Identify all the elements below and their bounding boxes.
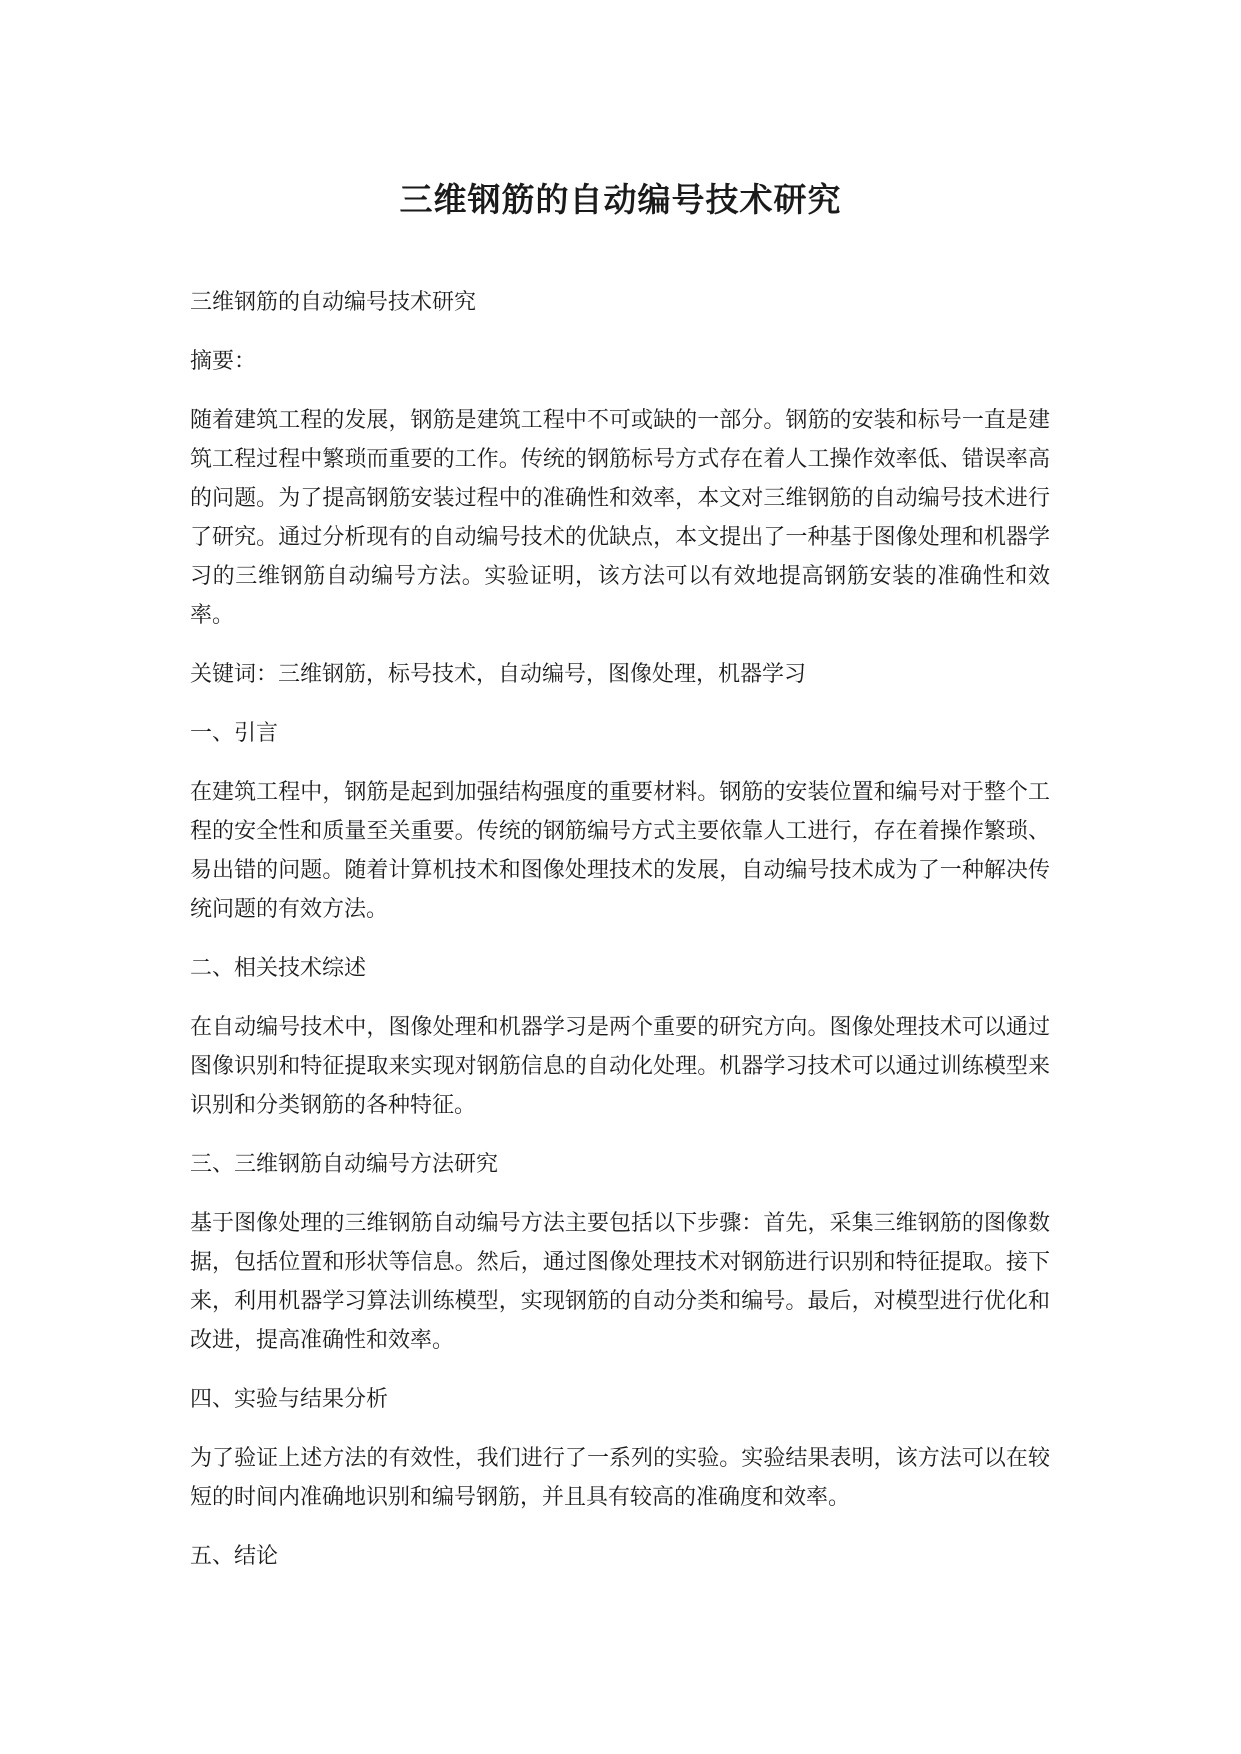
section-heading-conclusion: 五、结论 (190, 1544, 279, 1569)
section-body-experiments: 为了验证上述方法的有效性，我们进行了一系列的实验。实验结果表明，该方法可以在较短的时间内准确地识别和编号钢筋，并且具有较高的准确度和效率。 (190, 1446, 1050, 1510)
keywords: 关键词：三维钢筋，标号技术，自动编号，图像处理，机器学习 (190, 662, 807, 687)
section-heading-introduction: 一、引言 (190, 721, 279, 746)
abstract-text: 随着建筑工程的发展，钢筋是建筑工程中不可或缺的一部分。钢筋的安装和标号一直是建筑工程过程中繁琐而重要的工作。传统的钢筋标号方式存在着人工操作效率低、错误率高的问题。为了提高钢筋安装过程中的准确性和效率，本文对三维钢筋的自动编号技术进行了研究。通过分析现有的自动编号技术的优缺点，本文提出了一种基于图像处理和机器学习的三维钢筋自动编号方法。实验证明，该方法可以有效地提高钢筋安装的准确性和效率。 (190, 408, 1050, 628)
abstract-label: 摘要： (190, 349, 257, 374)
section-heading-related-work: 二、相关技术综述 (190, 956, 367, 981)
document-title: 三维钢筋的自动编号技术研究 (399, 180, 842, 219)
document-subtitle: 三维钢筋的自动编号技术研究 (190, 290, 477, 315)
section-body-introduction: 在建筑工程中，钢筋是起到加强结构强度的重要材料。钢筋的安装位置和编号对于整个工程的安全性和质量至关重要。传统的钢筋编号方式主要依靠人工进行，存在着操作繁琐、易出错的问题。随着计算机技术和图像处理技术的发展，自动编号技术成为了一种解决传统问题的有效方法。 (190, 780, 1050, 922)
document-body (190, 283, 1050, 1596)
section-body-related-work: 在自动编号技术中，图像处理和机器学习是两个重要的研究方向。图像处理技术可以通过图像识别和特征提取来实现对钢筋信息的自动化处理。机器学习技术可以通过训练模型来识别和分类钢筋的各种特征。 (190, 1015, 1050, 1118)
section-heading-method: 三、三维钢筋自动编号方法研究 (190, 1152, 499, 1177)
section-heading-experiments: 四、实验与结果分析 (190, 1387, 389, 1412)
section-body-method: 基于图像处理的三维钢筋自动编号方法主要包括以下步骤：首先，采集三维钢筋的图像数据，包括位置和形状等信息。然后，通过图像处理技术对钢筋进行识别和特征提取。接下来，利用机器学习算法训练模型，实现钢筋的自动分类和编号。最后，对模型进行优化和改进，提高准确性和效率。 (190, 1211, 1050, 1353)
